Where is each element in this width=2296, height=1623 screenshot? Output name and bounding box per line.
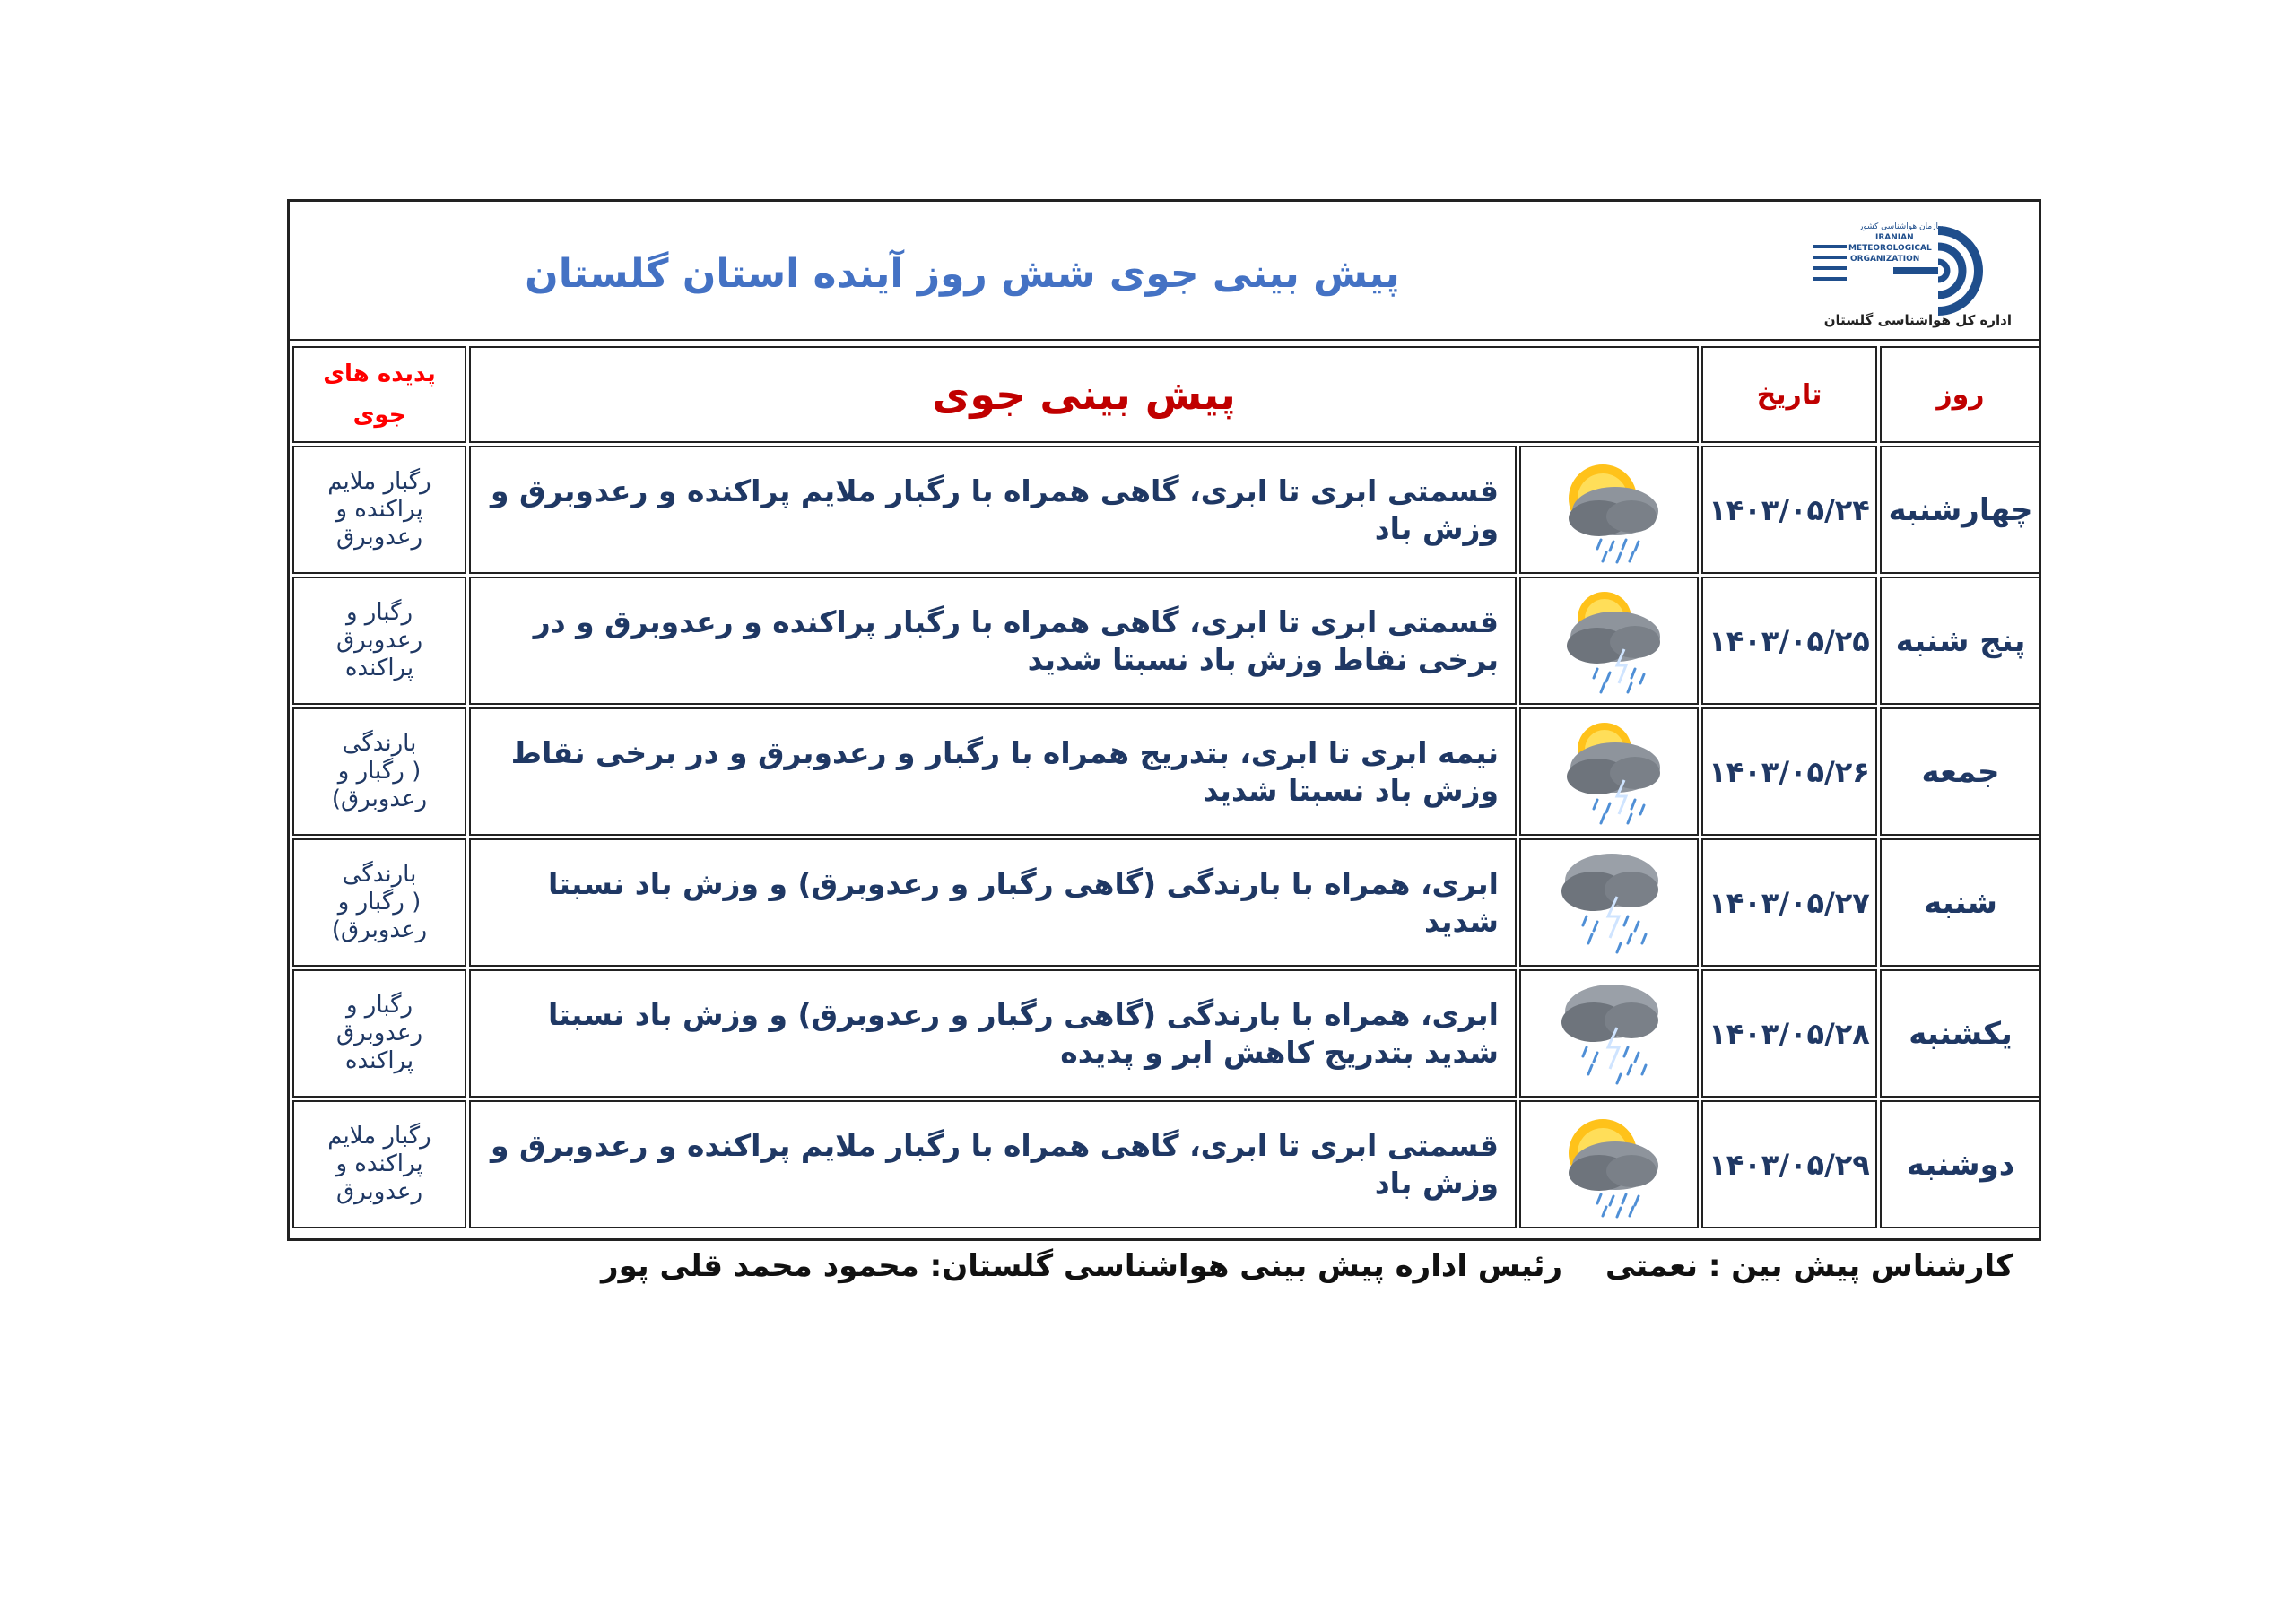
- phenomena-line: پراکنده و: [335, 496, 423, 523]
- forecast-description: ابری، همراه با بارندگی (گاهی رگبار و رعدوبرق) و وزش باد نسبتا شدید بتدریج کاهش ابر و پدیده: [469, 969, 1517, 1098]
- logo-org-en-1: IRANIAN: [1875, 233, 1914, 242]
- page-title: پیش بینی جوی شش روز آینده استان گلستان: [525, 251, 1400, 297]
- date-cell: ۱۴۰۳/۰۵/۲۴: [1701, 446, 1877, 574]
- logo-org-en-2: METEOROLOGICAL: [1848, 244, 1932, 253]
- phenomena-line: پراکنده: [344, 655, 414, 681]
- forecast-sheet: [287, 199, 2041, 1241]
- day-cell: جمعه: [1880, 707, 2041, 836]
- day-cell: چهارشنبه: [1880, 446, 2041, 574]
- forecaster-credit: کارشناس پیش بین : نعمتی: [1605, 1248, 2014, 1284]
- date-cell: ۱۴۰۳/۰۵/۲۷: [1701, 838, 1877, 967]
- header-phenomena-line1: پدیده های: [323, 360, 436, 387]
- sheet-header: [290, 202, 2039, 341]
- partly-cloudy-rain-icon: [1542, 1107, 1676, 1223]
- forecast-description: ابری، همراه با بارندگی (گاهی رگبار و رعدوبرق) و وزش باد نسبتا شدید: [469, 838, 1517, 967]
- phenomena-cell: [292, 707, 466, 836]
- phenomena-cell: [292, 577, 466, 705]
- phenomena-line: رعدوبرق): [331, 916, 428, 943]
- icon-cell: [1519, 838, 1699, 967]
- table-row: [292, 1100, 2041, 1228]
- header-day: روز: [1880, 346, 2041, 443]
- phenomena-line: رعدوبرق: [335, 1178, 423, 1205]
- forecast-description: قسمتی ابری تا ابری، گاهی همراه با رگبار ملایم پراکنده و رعدوبرق و وزش باد: [469, 1100, 1517, 1228]
- day-cell: یکشنبه: [1880, 969, 2041, 1098]
- phenomena-cell: [292, 838, 466, 967]
- table-header-row: [292, 346, 2041, 443]
- thunderstorm-icon: [1542, 845, 1676, 961]
- table-row: [292, 838, 2041, 967]
- logo-org-fa: سازمان هواشناسی کشور: [1859, 222, 1945, 231]
- date-cell: ۱۴۰۳/۰۵/۲۸: [1701, 969, 1877, 1098]
- table-row: [292, 446, 2041, 574]
- phenomena-line: رگبار ملایم: [327, 1123, 431, 1150]
- table-row: [292, 969, 2041, 1098]
- head-of-office-credit: رئیس اداره پیش بینی هواشناسی گلستان: محمود محمد قلی پور: [601, 1248, 1563, 1284]
- phenomena-line: بارندگی: [342, 861, 417, 888]
- phenomena-cell: [292, 446, 466, 574]
- phenomena-line: ( رگبار و: [337, 889, 422, 916]
- thunderstorm-icon: [1542, 976, 1676, 1092]
- phenomena-cell: [292, 1100, 466, 1228]
- partly-cloudy-thunderstorm-icon: [1542, 583, 1676, 699]
- header-phenomena-line2: جوی: [352, 402, 406, 429]
- day-cell: شنبه: [1880, 838, 2041, 967]
- phenomena-line: پراکنده: [344, 1047, 414, 1074]
- forecast-description: قسمتی ابری تا ابری، گاهی همراه با رگبار پراکنده و رعدوبرق و در برخی نقاط وزش باد نسبتا شدید: [469, 577, 1517, 705]
- partly-cloudy-rain-icon: [1542, 452, 1676, 568]
- logo-caption: اداره کل هواشناسی گلستان: [1823, 312, 2012, 328]
- phenomena-line: رعدوبرق: [335, 524, 423, 551]
- phenomena-line: رعدوبرق: [335, 1020, 423, 1046]
- forecast-description: نیمه ابری تا ابری، بتدریج همراه با رگبار و رعدوبرق و در برخی نقاط وزش باد نسبتا شدید: [469, 707, 1517, 836]
- phenomena-line: رگبار و: [345, 599, 413, 626]
- date-cell: ۱۴۰۳/۰۵/۲۵: [1701, 577, 1877, 705]
- phenomena-line: رگبار ملایم: [327, 468, 431, 495]
- icon-cell: [1519, 969, 1699, 1098]
- icon-cell: [1519, 1100, 1699, 1228]
- phenomena-line: رعدوبرق): [331, 785, 428, 812]
- table-row: [292, 707, 2041, 836]
- day-cell: پنج شنبه: [1880, 577, 2041, 705]
- partly-cloudy-thunderstorm-icon: [1542, 714, 1676, 830]
- table-row: [292, 577, 2041, 705]
- phenomena-line: رگبار و: [345, 992, 413, 1019]
- day-cell: دوشنبه: [1880, 1100, 2041, 1228]
- forecast-description: قسمتی ابری تا ابری، گاهی همراه با رگبار ملایم پراکنده و رعدوبرق و وزش باد: [469, 446, 1517, 574]
- date-cell: ۱۴۰۳/۰۵/۲۹: [1701, 1100, 1877, 1228]
- phenomena-cell: [292, 969, 466, 1098]
- icon-cell: [1519, 577, 1699, 705]
- phenomena-line: رعدوبرق: [335, 627, 423, 654]
- forecast-table: [290, 343, 2044, 1231]
- icon-cell: [1519, 707, 1699, 836]
- icon-cell: [1519, 446, 1699, 574]
- header-phenomena: [292, 346, 466, 443]
- date-cell: ۱۴۰۳/۰۵/۲۶: [1701, 707, 1877, 836]
- phenomena-line: پراکنده و: [335, 1150, 423, 1177]
- logo-org-en-3: ORGANIZATION: [1850, 255, 1920, 264]
- phenomena-line: ( رگبار و: [337, 758, 422, 785]
- header-forecast: پیش بینی جوی: [469, 346, 1699, 443]
- header-date: تاریخ: [1701, 346, 1877, 443]
- phenomena-line: بارندگی: [342, 730, 417, 757]
